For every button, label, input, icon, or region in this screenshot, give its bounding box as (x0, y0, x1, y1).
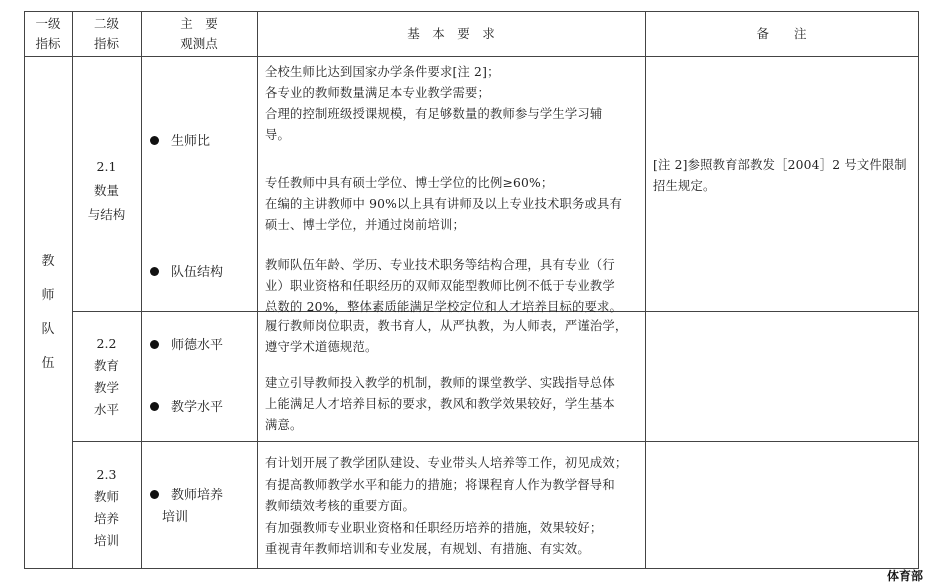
table-bottom-border (24, 568, 918, 569)
header-remarks: 备 注 (756, 26, 807, 41)
requirements-2-1: 全校生师比达到国家办学条件要求[注 2]； 各专业的教师数量满足本专业教学需要； 合理的控制班级授课规模，有足够数量的教师参与学生学习辅 导。 专任教师中具有硕士学位、博士学位的比例≥60%； 在编的主讲教师中 90%以上具有讲师及以上专业技术职务或具有 硕士、博士学位，并通过岗前培训； 教师队伍年龄、学历、专业技术职务等结构合理，具有专业（行 业）职业资格和任职经历的双师双能型教师比例不低于专业教学 总数的 20%，整体素质能满足学校定位和人才培养目标的要求。 (265, 65, 622, 314)
watermark-label: 体育部 (886, 569, 923, 583)
bullet-icon (150, 136, 159, 145)
bullet-icon (150, 267, 159, 276)
header-bottom-border (24, 56, 918, 57)
requirements-2-3: 有计划开展了教学团队建设、专业带头人培养等工作，初见成效； 有提高教师教学水平和能力的措施；将课程育人作为教学督导和 教师绩效考核的重要方面。 有加强教师专业职业资格和任职经历培养的措施，效果较好； 重视青年教师培训和专业发展，有规划、有措施、有实效。 (265, 456, 628, 556)
level2-teaching-level: 2.2 教育 教学 水平 (93, 336, 119, 417)
header-level1: 一级 指标 (35, 16, 61, 51)
header-observation-point: 主 要 观测点 (180, 16, 218, 51)
point-team-structure: 队伍结构 (150, 263, 223, 283)
bullet-icon (150, 402, 159, 411)
col-divider-4 (645, 11, 646, 569)
level1-teacher-team: 教 师 队 伍 (41, 254, 55, 371)
point-teaching-level: 教学水平 (150, 398, 223, 418)
point-student-teacher-ratio: 生师比 (150, 132, 210, 152)
requirements-2-2: 履行教师岗位职责，教书育人，从严执教，为人师表，严谨治学， 遵守学术道德规范。 建立引导教师投入教学的机制，教师的课堂教学、实践指导总体 上能满足人才培养目标的要求，教风和教学效果较好，学生基本 满意。 (265, 319, 628, 432)
header-level2: 二级 指标 (93, 16, 119, 51)
col-divider-3 (257, 11, 258, 569)
point-teacher-training: 教师培养 培训 (150, 485, 223, 529)
remarks-2-1: [注 2]参照教育部教发［2004］2 号文件限制 招生规定。 (653, 158, 907, 193)
table-top-border (24, 11, 918, 12)
level2-quantity-structure: 2.1 数量 与结构 (87, 159, 126, 222)
header-basic-requirements: 基 本 要 求 (407, 26, 495, 41)
point-ethics-level: 师德水平 (150, 336, 223, 356)
level2-teacher-training: 2.3 教师 培养 培训 (93, 467, 119, 548)
row-divider-2 (72, 441, 918, 442)
col-divider-2 (141, 11, 142, 569)
table-right-border (918, 11, 919, 569)
bullet-icon (150, 490, 159, 499)
bullet-icon (150, 340, 159, 349)
